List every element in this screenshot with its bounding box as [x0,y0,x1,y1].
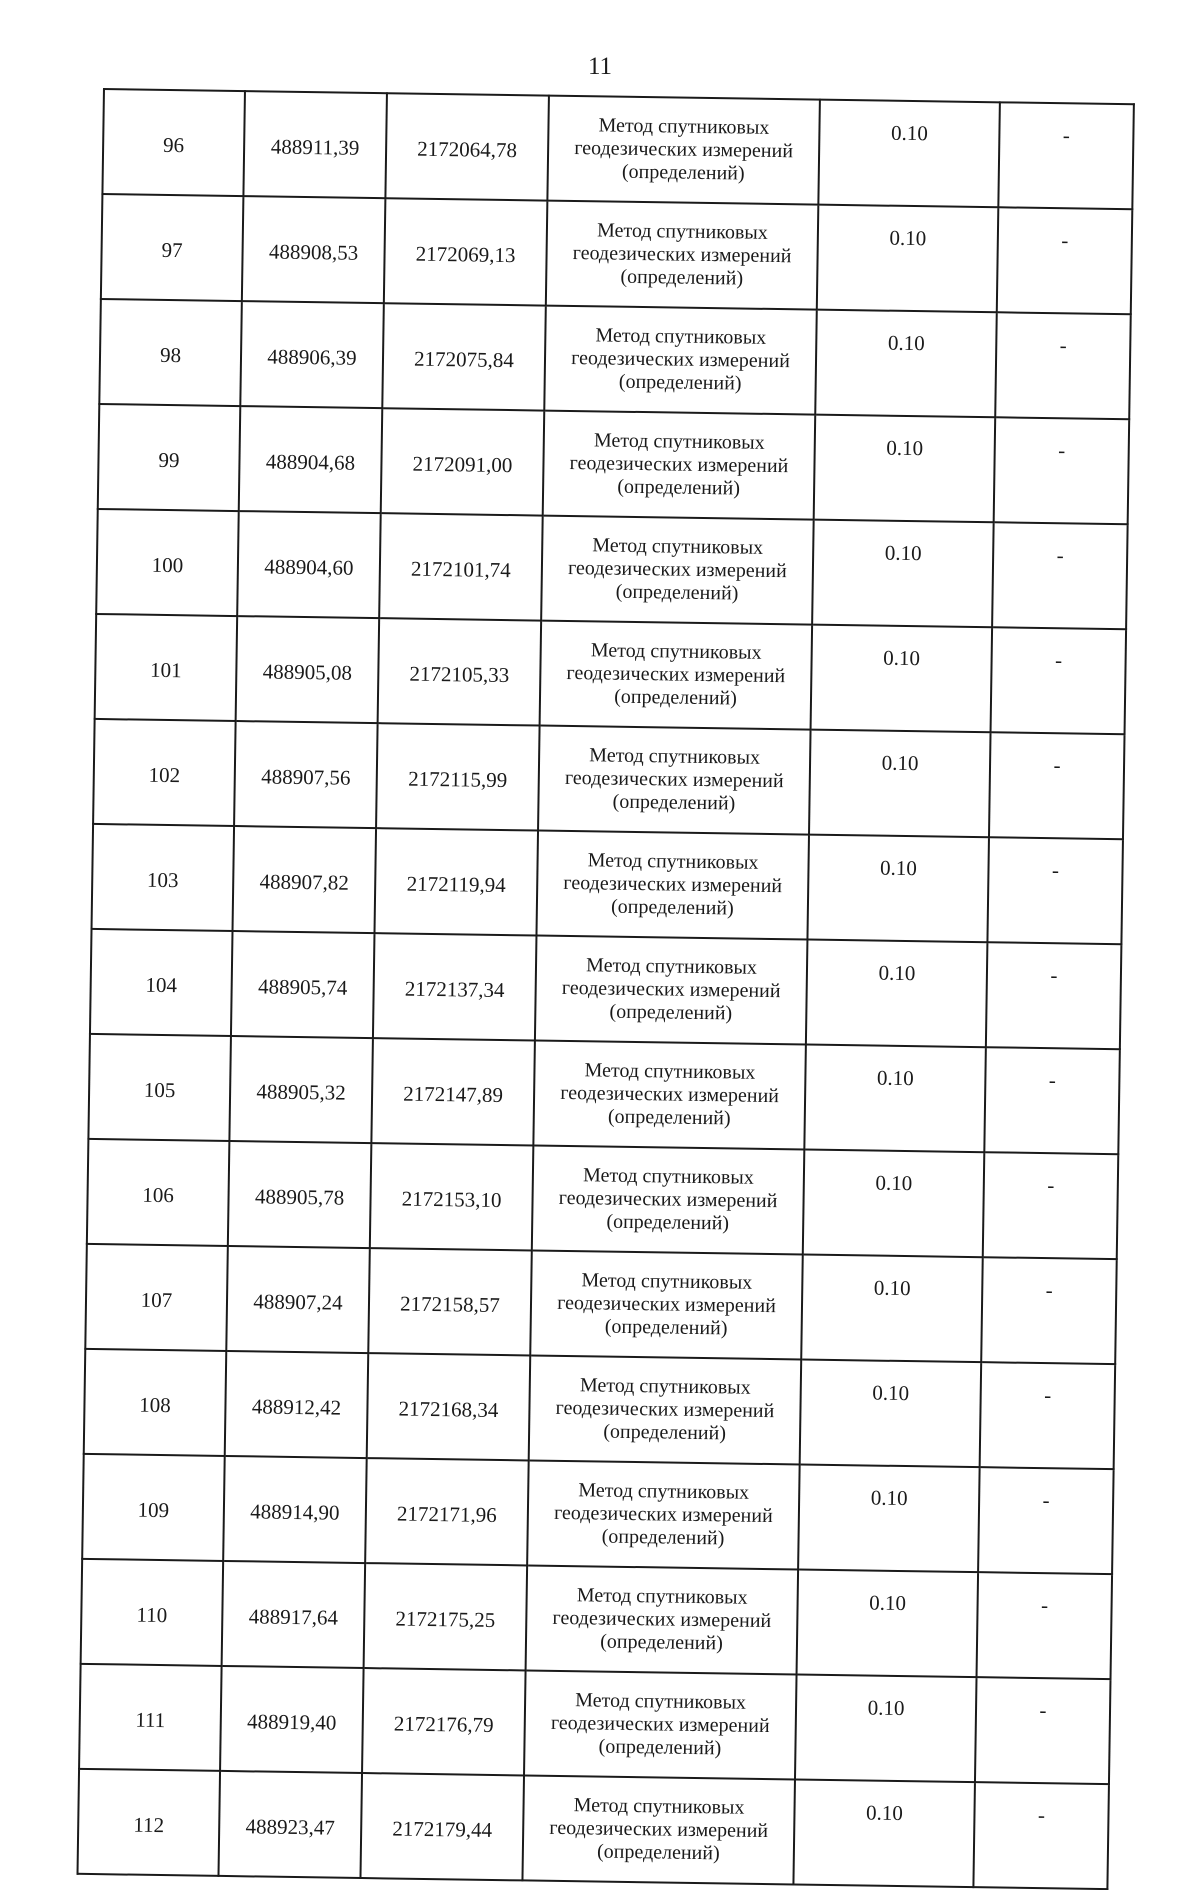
description-cell: - [997,207,1133,314]
method-cell: Метод спутниковых геодезических измерений (определений) [540,621,813,730]
method-cell: Метод спутниковых геодезических измерений (определений) [526,1565,799,1674]
x-coordinate-cell: 488904,60 [237,511,381,618]
accuracy-cell: 0.10 [812,520,994,628]
accuracy-cell: 0.10 [806,940,988,1048]
accuracy-cell: 0.10 [811,625,993,733]
description-cell: - [992,522,1128,629]
point-number-cell: 99 [98,404,241,511]
accuracy-cell: 0.10 [798,1464,980,1572]
x-coordinate-cell: 488919,40 [220,1666,364,1773]
method-cell: Метод спутниковых геодезических измерений (определений) [541,516,814,625]
point-number-cell: 107 [85,1244,228,1351]
table-row [93,719,1124,839]
y-coordinate-cell: 2172153,10 [370,1143,534,1250]
accuracy-cell: 0.10 [815,310,997,418]
table-row [96,509,1127,629]
table-row [101,194,1132,314]
coordinates-table [76,88,1134,1890]
table-row [88,1034,1119,1154]
table-row [87,1139,1118,1259]
y-coordinate-cell: 2172168,34 [367,1353,531,1460]
y-coordinate-cell: 2172075,84 [382,303,546,410]
accuracy-cell: 0.10 [800,1359,982,1467]
point-number-cell: 98 [99,299,242,406]
table-row [85,1244,1116,1364]
description-cell: - [987,837,1123,944]
point-number-cell: 106 [87,1139,230,1246]
y-coordinate-cell: 2172158,57 [368,1248,532,1355]
point-number-cell: 108 [84,1349,227,1456]
method-cell: Метод спутниковых геодезических измерений (определений) [529,1355,802,1464]
accuracy-cell: 0.10 [817,205,999,313]
y-coordinate-cell: 2172069,13 [384,198,548,305]
description-cell: - [998,102,1134,209]
method-cell: Метод спутниковых геодезических измерений (определений) [544,306,817,415]
x-coordinate-cell: 488914,90 [223,1456,367,1563]
x-coordinate-cell: 488907,82 [233,826,377,933]
method-cell: Метод спутниковых геодезических измерений (определений) [547,96,820,205]
description-cell: - [973,1782,1109,1889]
table-row [79,1664,1110,1784]
x-coordinate-cell: 488917,64 [222,1561,366,1668]
table-row [82,1454,1113,1574]
point-number-cell: 102 [93,719,236,826]
table-row [90,929,1121,1049]
point-number-cell: 111 [79,1664,222,1771]
method-cell: Метод спутниковых геодезических измерений (определений) [546,201,819,310]
point-number-cell: 109 [82,1454,225,1561]
x-coordinate-cell: 488907,56 [234,721,378,828]
description-cell: - [981,1257,1117,1364]
coordinates-table-body [78,89,1134,1889]
method-cell: Метод спутниковых геодезических измерений (определений) [527,1460,800,1569]
description-cell: - [975,1677,1111,1784]
x-coordinate-cell: 488912,42 [225,1351,369,1458]
x-coordinate-cell: 488904,68 [239,406,383,513]
y-coordinate-cell: 2172176,79 [362,1668,526,1775]
method-cell: Метод спутниковых геодезических измерений (определений) [524,1670,797,1779]
x-coordinate-cell: 488923,47 [218,1771,362,1878]
point-number-cell: 97 [101,194,244,301]
x-coordinate-cell: 488908,53 [242,196,386,303]
y-coordinate-cell: 2172105,33 [378,618,542,725]
x-coordinate-cell: 488905,78 [228,1141,372,1248]
method-cell: Метод спутниковых геодезических измерений (определений) [532,1146,805,1255]
coordinates-table-wrapper [76,88,1132,1890]
accuracy-cell: 0.10 [809,730,991,838]
accuracy-cell: 0.10 [797,1569,979,1677]
point-number-cell: 103 [92,824,235,931]
description-cell: - [983,1152,1119,1259]
accuracy-cell: 0.10 [807,835,989,943]
y-coordinate-cell: 2172147,89 [371,1038,535,1145]
table-row [92,824,1123,944]
description-cell: - [986,942,1122,1049]
x-coordinate-cell: 488905,32 [229,1036,373,1143]
description-cell: - [978,1467,1114,1574]
description-cell: - [980,1362,1116,1469]
y-coordinate-cell: 2172179,44 [360,1773,524,1880]
point-number-cell: 101 [95,614,238,721]
table-row [95,614,1126,734]
y-coordinate-cell: 2172091,00 [381,408,545,515]
accuracy-cell: 0.10 [795,1674,977,1782]
accuracy-cell: 0.10 [803,1150,985,1258]
method-cell: Метод спутниковых геодезических измерений (определений) [535,936,808,1045]
table-row [102,89,1133,209]
accuracy-cell: 0.10 [793,1779,975,1887]
method-cell: Метод спутниковых геодезических измерений (определений) [533,1041,806,1150]
x-coordinate-cell: 488905,08 [236,616,380,723]
point-number-cell: 96 [102,89,245,196]
y-coordinate-cell: 2172101,74 [379,513,543,620]
method-cell: Метод спутниковых геодезических измерений (определений) [530,1250,803,1359]
point-number-cell: 105 [88,1034,231,1141]
x-coordinate-cell: 488911,39 [243,91,387,198]
description-cell: - [995,312,1131,419]
description-cell: - [984,1047,1120,1154]
x-coordinate-cell: 488906,39 [240,301,384,408]
y-coordinate-cell: 2172137,34 [373,933,537,1040]
x-coordinate-cell: 488905,74 [231,931,375,1038]
method-cell: Метод спутниковых геодезических измерений (определений) [538,726,811,835]
method-cell: Метод спутниковых геодезических измерений (определений) [543,411,816,520]
y-coordinate-cell: 2172064,78 [385,93,549,200]
description-cell: - [991,627,1127,734]
table-row [81,1559,1112,1679]
description-cell: - [994,417,1130,524]
table-row [78,1769,1109,1889]
y-coordinate-cell: 2172171,96 [365,1458,529,1565]
method-cell: Метод спутниковых геодезических измерений (определений) [536,831,809,940]
y-coordinate-cell: 2172119,94 [374,828,538,935]
accuracy-cell: 0.10 [814,415,996,523]
description-cell: - [977,1572,1113,1679]
method-cell: Метод спутниковых геодезических измерений (определений) [522,1775,795,1884]
table-row [84,1349,1115,1469]
y-coordinate-cell: 2172115,99 [376,723,540,830]
description-cell: - [989,732,1125,839]
table-row [98,404,1129,524]
y-coordinate-cell: 2172175,25 [364,1563,528,1670]
accuracy-cell: 0.10 [804,1045,986,1153]
point-number-cell: 110 [81,1559,224,1666]
x-coordinate-cell: 488907,24 [226,1246,370,1353]
accuracy-cell: 0.10 [801,1255,983,1363]
table-row [99,299,1130,419]
accuracy-cell: 0.10 [818,100,1000,208]
point-number-cell: 104 [90,929,233,1036]
point-number-cell: 100 [96,509,239,616]
point-number-cell: 112 [78,1769,221,1876]
page-number: 11 [587,53,613,80]
